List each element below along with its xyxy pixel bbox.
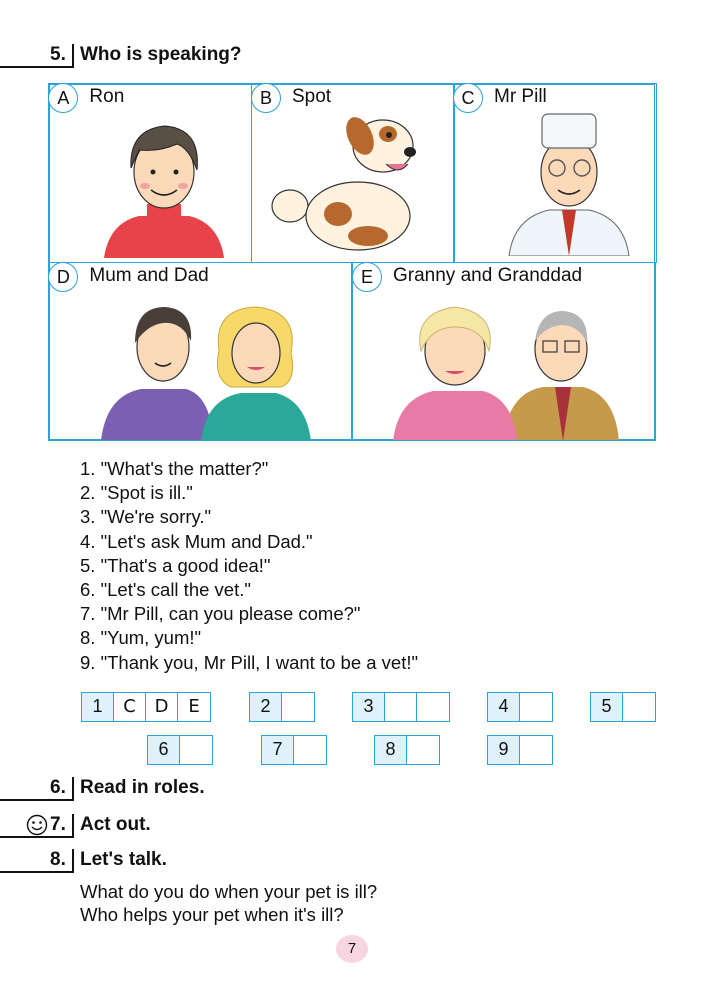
dialogue-line: 4. "Let's ask Mum and Dad." xyxy=(80,530,313,552)
letter-badge: B xyxy=(251,83,281,113)
dialogue-line: 8. "Yum, yum!" xyxy=(80,627,202,649)
answer-box-4[interactable] xyxy=(487,692,553,722)
answer-slot[interactable]: E xyxy=(188,696,200,717)
answer-box-5[interactable] xyxy=(590,692,656,722)
dialogue-line: 5. "That's a good idea!" xyxy=(80,554,271,576)
character-name: Ron xyxy=(89,86,125,108)
picture-cell-a xyxy=(48,83,252,263)
answer-number: 5 xyxy=(591,693,623,721)
answer-number: 3 xyxy=(353,693,385,721)
character-name: Spot xyxy=(292,86,332,108)
dialogue-line: 7. "Mr Pill, can you please come?" xyxy=(80,603,361,625)
answer-slot[interactable] xyxy=(180,736,212,764)
answer-slot[interactable] xyxy=(282,693,314,721)
answer-number: 6 xyxy=(148,736,180,764)
page-number: 7 xyxy=(336,935,368,963)
parents-illustration xyxy=(101,291,321,441)
header-rule xyxy=(0,836,74,838)
answer-slot[interactable] xyxy=(407,736,439,764)
header-rule xyxy=(0,799,74,801)
answer-number: 8 xyxy=(375,736,407,764)
dog-illustration xyxy=(268,106,438,256)
answer-box-6[interactable] xyxy=(147,735,213,765)
answer-box-9[interactable] xyxy=(487,735,553,765)
answer-slot[interactable] xyxy=(294,736,326,764)
header-rule xyxy=(0,871,74,873)
answer-box-1[interactable] xyxy=(81,692,211,722)
answer-slot[interactable] xyxy=(520,736,552,764)
picture-cell-e xyxy=(352,262,656,441)
picture-cell-d xyxy=(48,262,352,441)
exercise-8-header xyxy=(0,847,719,877)
exercise-title: Who is speaking? xyxy=(80,44,242,65)
exercise-number: 7. xyxy=(50,814,66,835)
picture-grid xyxy=(49,84,655,440)
picture-cell-c xyxy=(453,83,657,263)
dialogue-line: 9. "Thank you, Mr Pill, I want to be a vet!" xyxy=(80,651,419,673)
answer-slot[interactable]: D xyxy=(146,693,178,721)
dialogue-line: 1. "What's the matter?" xyxy=(80,458,269,479)
exercise-number: 5. xyxy=(50,44,66,65)
dialogue-line: 3. "We're sorry." xyxy=(80,506,212,528)
header-divider xyxy=(72,44,74,68)
header-divider xyxy=(72,777,74,801)
answer-box-3[interactable] xyxy=(352,692,450,722)
grandparents-illustration xyxy=(393,291,623,441)
header-divider xyxy=(72,814,74,838)
exercise-number: 8. xyxy=(50,849,66,870)
answer-number: 1 xyxy=(82,693,114,721)
exercise-6-header xyxy=(0,775,719,805)
picture-cell-b xyxy=(251,83,455,263)
smiley-icon xyxy=(26,814,48,836)
character-name: Mum and Dad xyxy=(89,265,209,286)
character-name: Mr Pill xyxy=(494,86,547,108)
question: What do you do when your pet is ill? xyxy=(80,881,378,902)
exercise-5-header xyxy=(0,42,719,72)
exercise-title: Let's talk. xyxy=(80,849,167,870)
letter-badge: E xyxy=(352,262,382,292)
vet-illustration xyxy=(494,106,644,256)
answer-box-8[interactable] xyxy=(374,735,440,765)
answer-slot[interactable]: C xyxy=(114,693,146,721)
exercise-7-header xyxy=(0,812,719,842)
answer-slot[interactable] xyxy=(520,693,552,721)
character-name: Granny and Granddad xyxy=(393,265,583,286)
exercise-title: Read in roles. xyxy=(80,777,205,798)
dialogue-line: 6. "Let's call the vet." xyxy=(80,579,251,601)
answer-box-7[interactable] xyxy=(261,735,327,765)
answer-box-2[interactable] xyxy=(249,692,315,722)
talk-questions xyxy=(80,880,377,926)
header-rule xyxy=(0,66,74,68)
ron-illustration xyxy=(89,108,239,258)
letter-badge: D xyxy=(48,262,78,292)
answer-number: 2 xyxy=(250,693,282,721)
letter-badge: C xyxy=(453,83,483,113)
answer-number: 4 xyxy=(488,693,520,721)
letter-badge: A xyxy=(48,83,78,113)
header-divider xyxy=(72,849,74,873)
exercise-number: 6. xyxy=(50,777,66,798)
answer-number: 9 xyxy=(488,736,520,764)
dialogue-line: 2. "Spot is ill." xyxy=(80,482,193,504)
answer-slot[interactable] xyxy=(623,693,655,721)
answer-slot[interactable] xyxy=(417,693,449,721)
answer-number: 7 xyxy=(262,736,294,764)
question: Who helps your pet when it's ill? xyxy=(80,904,344,925)
dialogue-lines xyxy=(80,457,418,675)
answer-slot[interactable] xyxy=(385,693,417,721)
exercise-title: Act out. xyxy=(80,814,151,835)
